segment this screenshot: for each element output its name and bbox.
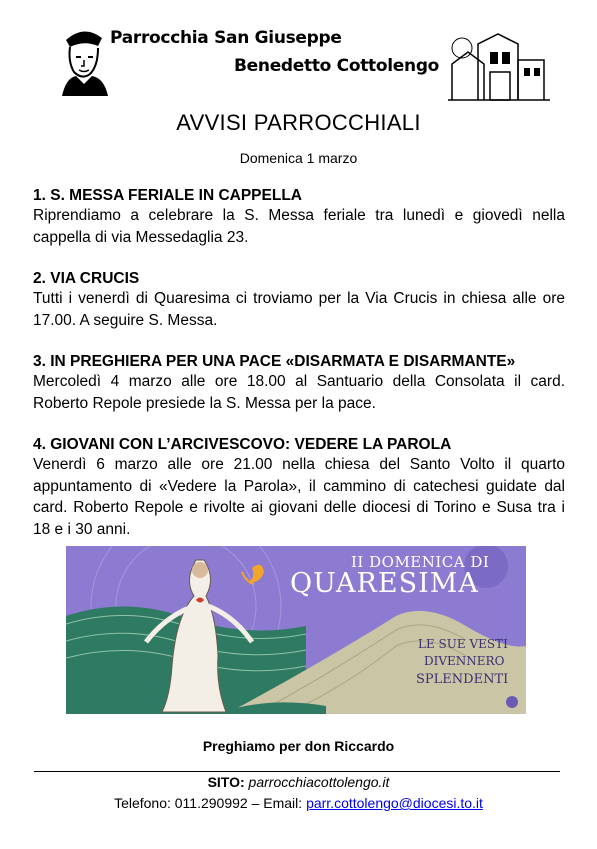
notices-list [33,186,565,561]
notice-heading: 1. S. MESSA FERIALE IN CAPPELLA [33,187,302,204]
brand-line-1: Parrocchia San Giuseppe [110,28,342,48]
notice-heading: 4. GIOVANI CON L’ARCIVESCOVO: VEDERE LA PAROLA [33,436,452,453]
banner-quote-3: SPLENDENTI [416,672,509,687]
notice-body: Tutti i venerdì di Quaresima ci troviamo per la Via Crucis in chiesa alle ore 17.00. A seguire S. Messa. [33,290,565,329]
notice-body: Mercoledì 4 marzo alle ore 18.00 al Santuario della Consolata il card. Roberto Repole presiede la S. Messa per la pace. [33,373,565,412]
notice-item [33,186,565,248]
date-line: Domenica 1 marzo [239,150,358,166]
banner-quote-1: LE SUE VESTI [418,637,508,651]
notice-body: Riprendiamo a celebrare la S. Messa feriale tra lunedì e giovedì nella cappella di via Messedaglia 23. [33,207,565,246]
site-line [0,774,597,790]
notice-item [33,352,565,414]
notice-heading: 2. VIA CRUCIS [33,270,140,287]
banner-line-2: QUARESIMA [290,568,479,599]
contact-text: Telefono: 011.290992 – Email: [114,795,307,811]
brand-line-2: Benedetto Cottolengo [234,56,440,76]
notice-heading: 3. IN PREGHIERA PER UNA PACE «DISARMATA E DISARMANTE» [33,353,516,370]
banner-quote-2: DIVENNERO [424,654,505,668]
notice-body: Venerdì 6 marzo alle ore 21.00 nella chiesa del Santo Volto il quarto appuntamento di «Vedere la Parola», il cammino di catechesi guidate dal card. Roberto Repole e rivolte ai giovani delle diocesi di Torino e Susa tra i 18 e i 30 anni. [33,456,565,538]
header [0,0,597,105]
prayer-line: Preghiamo per don Riccardo [202,738,395,754]
cottolengo-portrait-logo [58,22,110,96]
site-label: SITO: [207,774,245,790]
notice-item [33,269,565,331]
banner-line-1: II DOMENICA DI [351,553,490,571]
lent-banner [66,546,526,714]
footer-divider [34,771,560,772]
contact-line [0,795,597,811]
page-title: AVVISI PARROCCHIALI [176,110,421,135]
church-building-logo [448,30,550,102]
site-value: parrocchiacottolengo.it [248,774,390,790]
notice-item [33,435,565,540]
email-link[interactable]: parr.cottolengo@diocesi.to.it [306,795,483,811]
